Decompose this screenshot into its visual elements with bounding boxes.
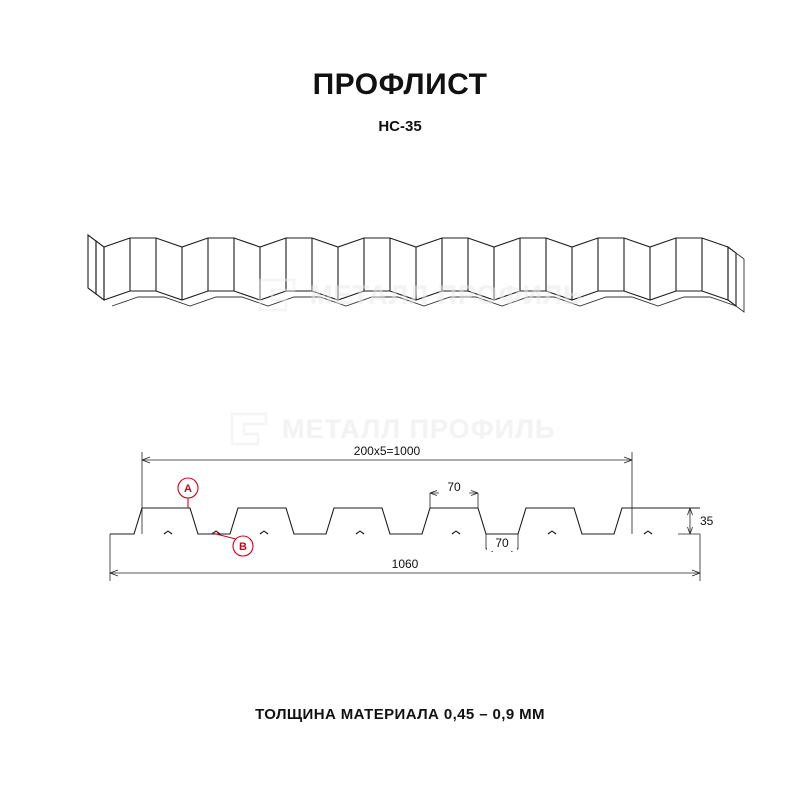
callout-b bbox=[212, 533, 253, 556]
top-dimension-extension-lines bbox=[142, 452, 632, 534]
isometric-profile-svg bbox=[60, 190, 760, 370]
cross-section-view bbox=[100, 430, 720, 610]
dimension-rib-top-label: 70 bbox=[447, 480, 461, 494]
dimension-height bbox=[678, 508, 714, 534]
model-label: НС-35 bbox=[378, 118, 422, 135]
dimension-working-width bbox=[142, 444, 632, 463]
callout-a bbox=[178, 478, 198, 508]
callout-a-label: A bbox=[184, 483, 192, 495]
watermark-text: МЕТАЛЛ ПРОФИЛЬ bbox=[282, 413, 556, 444]
dimension-working-width-label: 200x5=1000 bbox=[353, 444, 421, 458]
dimension-rib-top bbox=[430, 480, 478, 508]
dimension-total-width-label: 1060 bbox=[391, 557, 419, 571]
cross-section-svg bbox=[100, 430, 720, 610]
dimension-height-label: 35 bbox=[700, 514, 714, 528]
watermark-text: МЕТАЛЛ ПРОФИЛЬ bbox=[310, 279, 584, 310]
iso-sheet-body bbox=[88, 235, 744, 312]
callout-b-label: B bbox=[239, 541, 247, 553]
isometric-view bbox=[60, 190, 760, 370]
section-profile-outline bbox=[110, 508, 700, 534]
page-title: ПРОФЛИСТ bbox=[312, 68, 488, 101]
dimension-total-width bbox=[110, 534, 700, 581]
dimension-rib-bottom-label: 70 bbox=[495, 536, 509, 550]
dimension-rib-bottom bbox=[486, 534, 518, 552]
thickness-note: ТОЛЩИНА МАТЕРИАЛА 0,45 – 0,9 ММ bbox=[255, 706, 545, 723]
